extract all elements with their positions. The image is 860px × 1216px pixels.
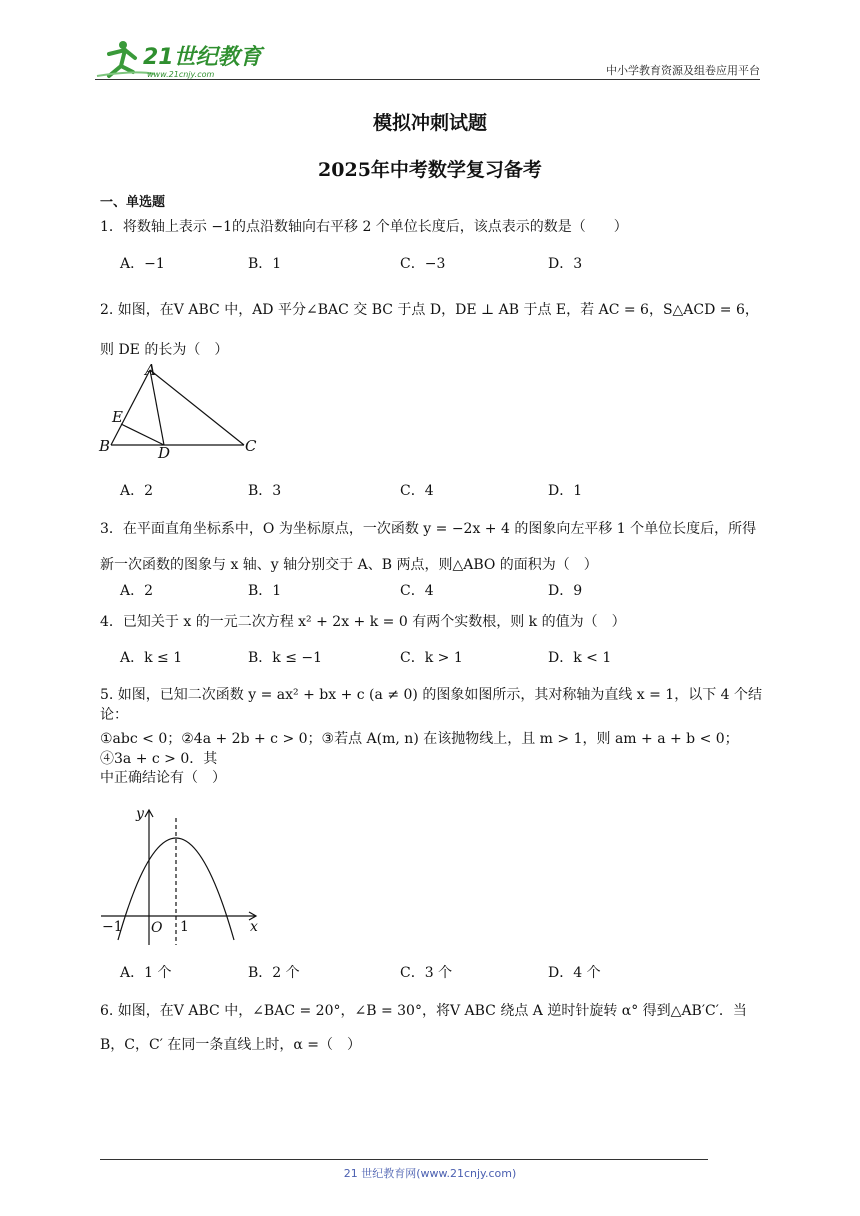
- label-x: x: [250, 919, 258, 935]
- option: A．1 个: [120, 965, 172, 981]
- option: A．2: [120, 483, 154, 499]
- option: D．1: [548, 483, 583, 499]
- footer-text: 21 世纪教育网(www.21cnjy.com): [343, 1167, 517, 1180]
- section-heading: 一、单选题: [100, 195, 166, 210]
- option: D．k < 1: [548, 650, 612, 666]
- label-D: D: [158, 444, 171, 460]
- option: C．k > 1: [400, 650, 463, 666]
- question-3-stem: 3．在平面直角坐标系中，O 为坐标原点，一次函数 y = −2x + 4 的图象向左平移 1 个单位长度后，所得新一次函数的图象与 x 轴、y 轴分别交于 A、B 两点，则△ABO 的面积为（ ）: [100, 521, 757, 573]
- option: C．4: [400, 583, 434, 599]
- question-5-options: [120, 962, 760, 982]
- question-1-stem: 1．将数轴上表示 −1的点沿数轴向右平移 2 个单位长度后，该点表示的数是（ ）: [100, 219, 628, 235]
- question-3-options: [120, 580, 760, 600]
- option: B．1: [248, 583, 282, 599]
- option: C．4: [400, 483, 434, 499]
- option: A．2: [120, 583, 154, 599]
- option: B．1: [248, 256, 282, 272]
- option: C．3 个: [400, 965, 453, 981]
- logo-url: www.21cnjy.com: [147, 70, 215, 79]
- question-2-options: [120, 480, 760, 500]
- label-B: B: [99, 437, 111, 455]
- logo-icon: [95, 36, 265, 82]
- label-A: A: [145, 361, 156, 379]
- question-5-stem-line2: ①abc < 0；②4a + 2b + c > 0；③若点 A(m, n) 在该抛物线上，且 m > 1，则 am + a + b < 0；④3a + c > 0．其: [100, 731, 739, 767]
- option: B．3: [248, 483, 282, 499]
- label-y: y: [136, 806, 144, 822]
- option: D．9: [548, 583, 583, 599]
- page-subtitle: 2025年中考数学复习备考: [318, 159, 542, 181]
- label-O: O: [151, 920, 163, 936]
- footer-divider: [100, 1159, 708, 1160]
- page-header: [95, 30, 760, 80]
- question-4-stem: 4．已知关于 x 的一元二次方程 x² + 2x + k = 0 有两个实数根，则 k 的值为（ ）: [100, 614, 626, 630]
- label-E: E: [112, 408, 123, 426]
- option: C．−3: [400, 256, 446, 272]
- triangle-figure: [97, 360, 267, 460]
- label-neg1: −1: [102, 919, 123, 935]
- question-1-options: [120, 253, 760, 273]
- option: D．4 个: [548, 965, 601, 981]
- option: B．k ≤ −1: [248, 650, 323, 666]
- question-5-stem-line3: 中正确结论有（ ）: [100, 770, 226, 786]
- question-6-stem: 6. 如图，在V ABC 中，∠BAC = 20°，∠B = 30°，将V ABC 绕点 A 逆时针旋转 α° 得到△AB′C′．当 B，C，C′ 在同一条直线上时，α =（ ）: [100, 1003, 747, 1053]
- option: B．2 个: [248, 965, 300, 981]
- option: A．k ≤ 1: [120, 650, 183, 666]
- question-5-stem-line1: 5. 如图，已知二次函数 y = ax² + bx + c (a ≠ 0) 的图象如图所示，其对称轴为直线 x = 1，以下 4 个结论：: [100, 687, 763, 723]
- option: D．3: [548, 256, 583, 272]
- logo: [95, 36, 265, 82]
- header-right-text: 中小学教育资源及组卷应用平台: [606, 64, 760, 77]
- page-title: 模拟冲刺试题: [372, 112, 487, 134]
- question-4-options: [120, 647, 760, 667]
- parabola-figure: [96, 800, 266, 950]
- option: A．−1: [120, 256, 165, 272]
- logo-text: 21世纪教育: [143, 45, 262, 70]
- header-divider: [95, 79, 760, 80]
- label-1: 1: [180, 919, 189, 935]
- question-2-stem: 2. 如图，在V ABC 中，AD 平分∠BAC 交 BC 于点 D，DE ⊥ AB 于点 E，若 AC = 6，S△ACD = 6，则 DE 的长为（ ）: [100, 302, 759, 358]
- label-C: C: [245, 437, 257, 455]
